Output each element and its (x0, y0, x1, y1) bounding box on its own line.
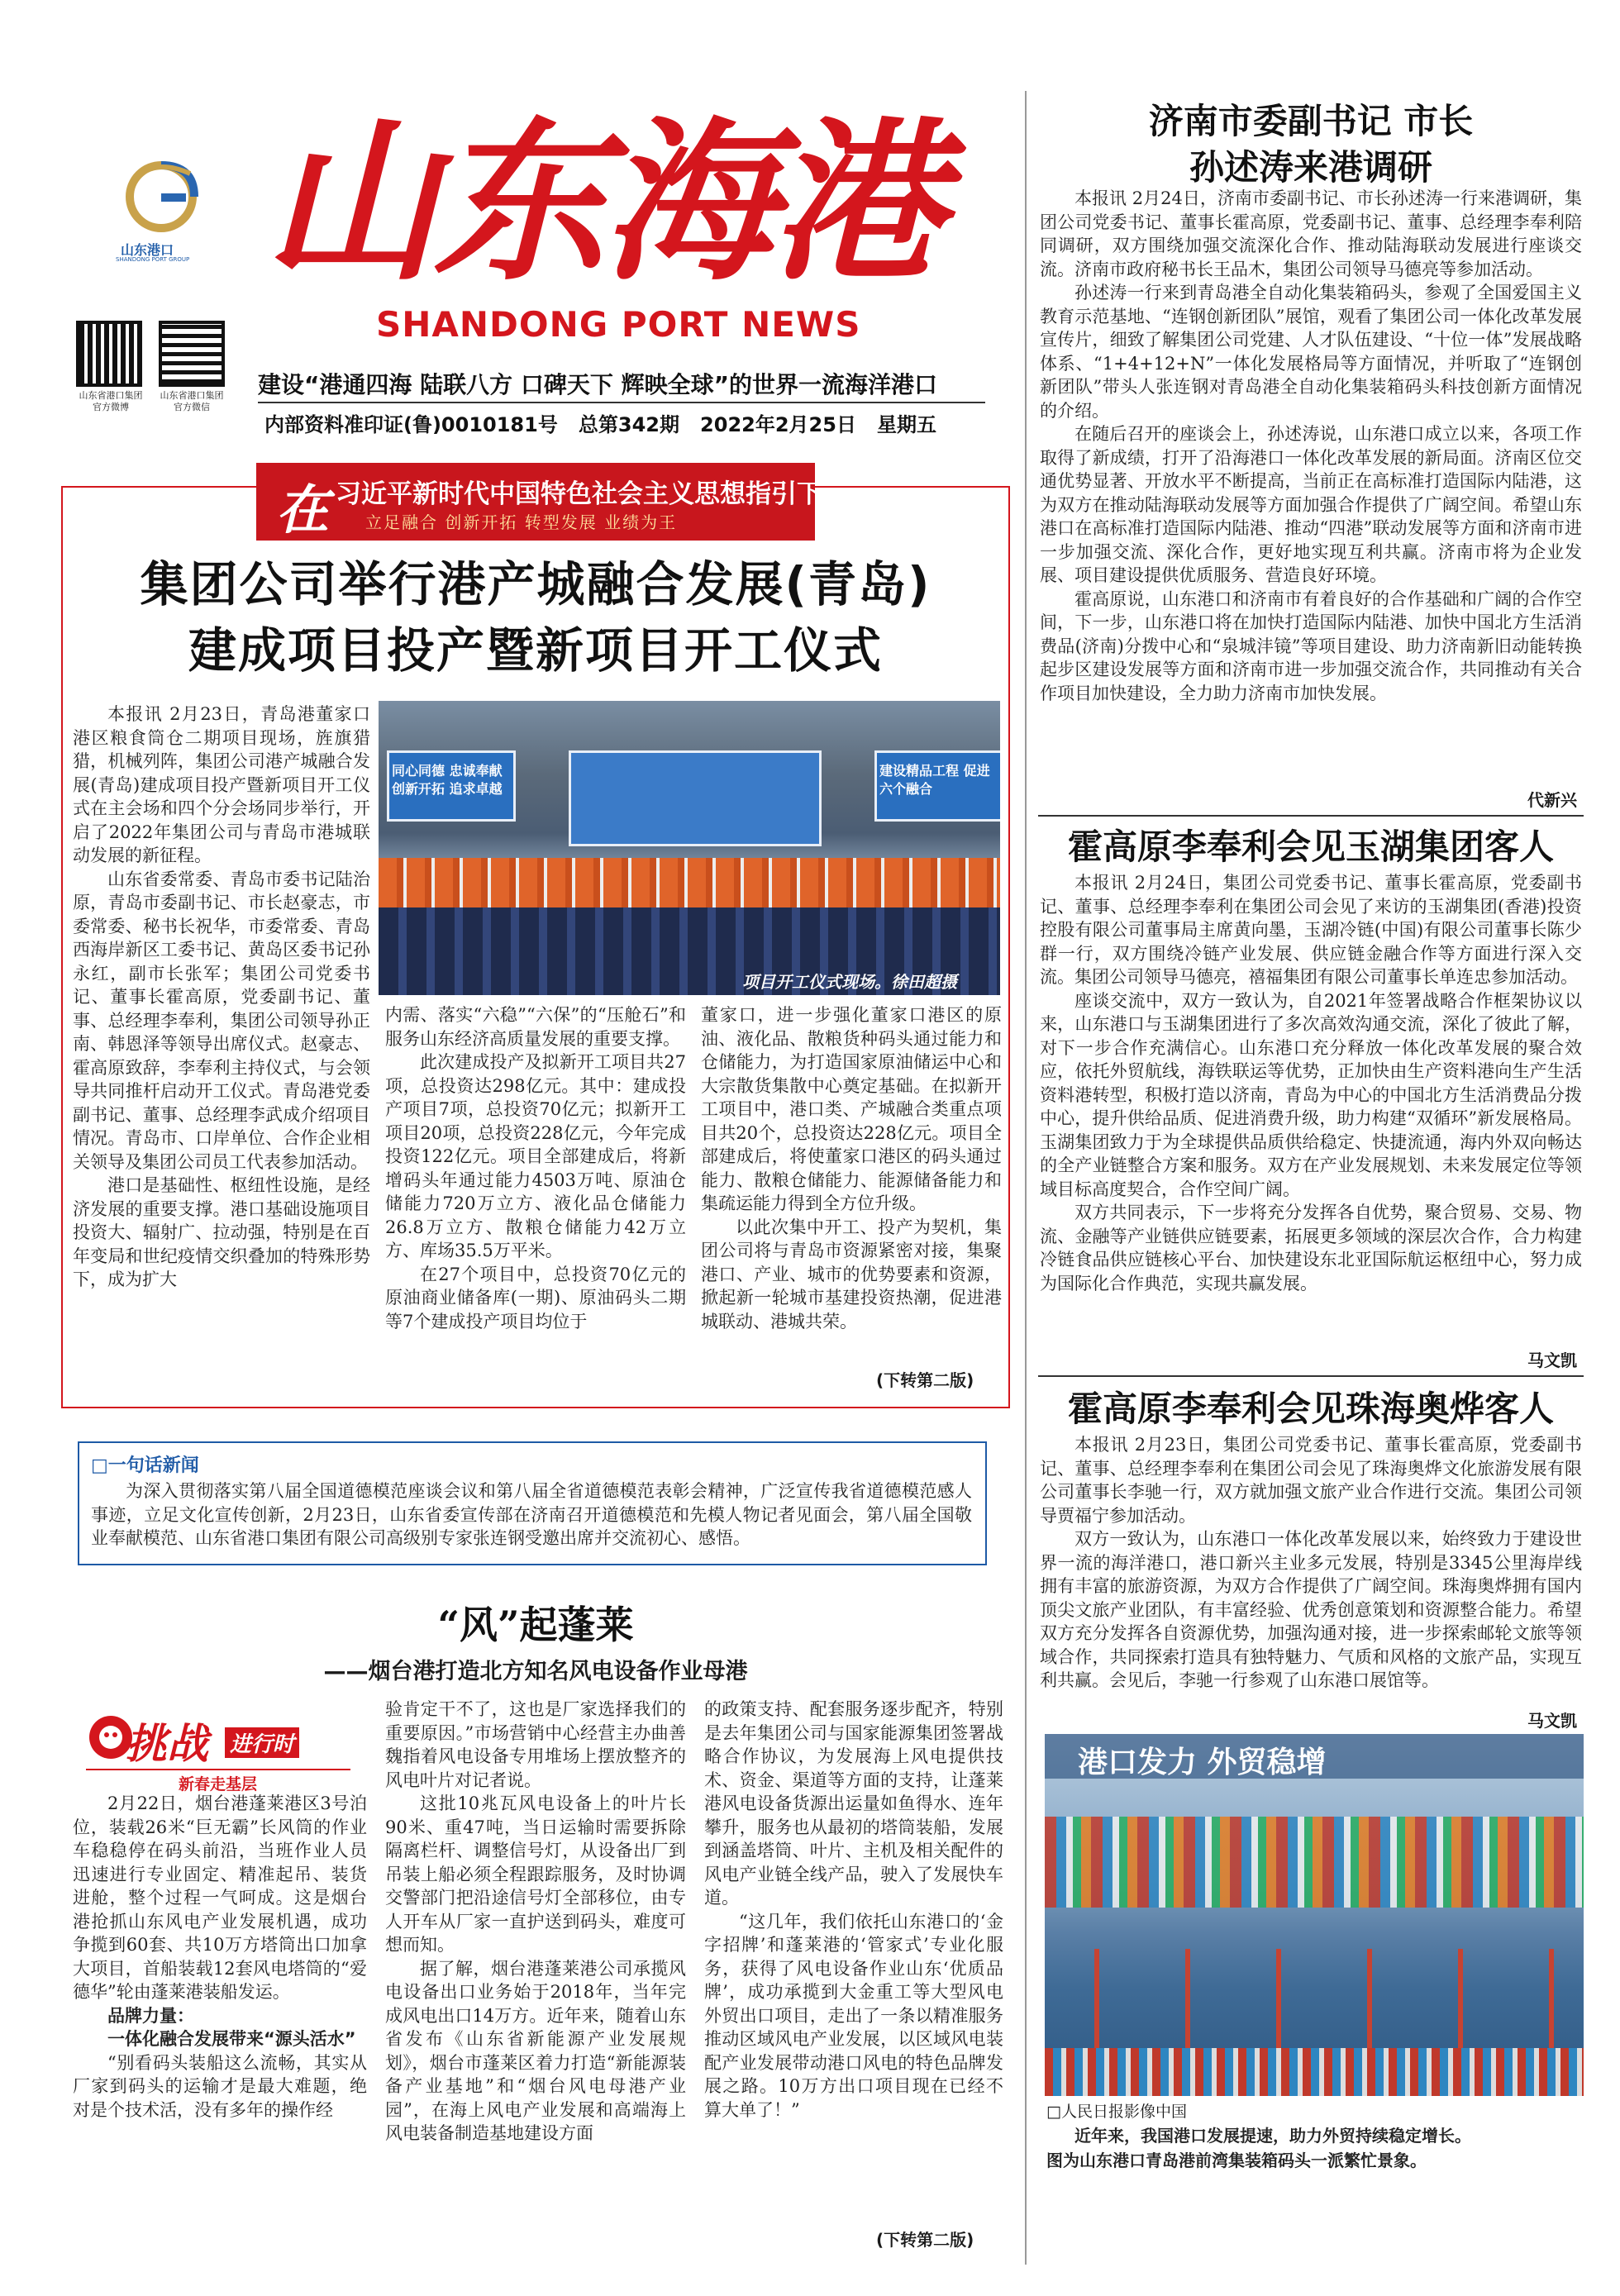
lead-photo-caption: 项目开工仪式现场。徐田超摄 (742, 972, 957, 992)
divider-right-1 (1038, 815, 1584, 817)
theme-banner (256, 463, 822, 541)
lead-c2-p2: 此次建成投产及拟新开工项目共27项，总投资达298亿元。其中：建成投产项目7项，总投资70亿元；拟新开工项目20项，总投资228亿元，今年完成投资122亿元。项目全部建成后，将新增码头年通过能力4503万吨、原油仓储能力720万立方、液化品仓储能力26.8万立方、散粮仓储能力42万立方、库场35.5万平米。 (385, 1052, 686, 1260)
issue-line: 内部资料准印证(鲁)0010181号 总第342期 2022年2月25日 星期五 (264, 413, 937, 436)
lead-column-2 (385, 1003, 686, 1333)
ceremony-screen-center (569, 750, 822, 846)
container-stacks (1045, 1817, 1584, 1908)
qr1-caption: 山东省港口集团官方微博 (79, 390, 143, 412)
screen-right-text: 建设精品工程 促进六个融合 (879, 763, 990, 797)
banner-char: 在 (276, 479, 329, 541)
brief-news-box (78, 1441, 987, 1565)
wind-c2-p2: 这批10兆瓦风电设备上的叶片长90米、重47吨，当日运输时需要拆除隔离栏杆、调整信号灯，从设备出厂到吊装上船必须全程跟踪服务，及时协调交警部门把沿途信号灯全部移位，由专人开车从厂家一直护送到码头，难度可想而知。 (385, 1793, 686, 1955)
lead-headline-2: 建成项目投产暨新项目开工仪式 (188, 622, 883, 679)
quay (1045, 2048, 1584, 2096)
badge-sub: 新春走基层 (172, 1772, 264, 1794)
shandong-port-logo (116, 149, 207, 264)
wind-headline: “风”起蓬莱 (437, 1603, 634, 1647)
badge-rule (86, 1769, 350, 1770)
lead-c1-p3: 港口是基础性、枢纽性设施，是经济发展的重要支撑。港口基础设施项目投资大、辐射广、拉动强，特别是在百年变局和世纪疫情交织叠加的特殊形势下，成为扩大 (73, 1175, 370, 1289)
lead-c1-p1: 本报讯 2月23日，青岛港董家口港区粮食筒仓二期项目现场，旌旗猎猎，机械列阵，集团公司港产城融合发展(青岛)建成项目投产暨新项目开工仪式在主会场和四个分会场同步举行，开启了2022年集团公司与青岛市港城联动发展的新征程。 (73, 704, 370, 865)
wind-c1-p1: 2月22日，烟台港蓬莱港区3号泊位，装载26米“巨无霸”长风筒的作业车稳稳停在码头前沿，当班作业人员迅速进行专业固定、精准起吊、装货进舱，整个过程一气呵成。这是烟台港抢抓山东风电产业发展机遇，成功争揽到60套、共10万方塔筒出口加拿大项目，首船装载12套风电塔筒的“爱德华”轮由蓬莱港装船发运。 (73, 1793, 367, 2002)
wind-c1-sub1: 品牌力量： (107, 2005, 194, 2026)
jinan-p3: 在随后召开的座谈会上，孙述涛说，山东港口成立以来，各项工作取得了新成绩，打开了沿海港口一体化改革发展的新局面。济南区位交通优势显著、开放水平不断提高，当前正在高标准打造国际内陆港，这为双方在推动陆海联动发展等方面加强合作提供了广阔空间。希望山东港口在高标准打造国际内陆港、推动“四港”联动发展等方面和济南市进一步加强交流、深化合作，更好地实现互利共赢。济南市将为企业发展、项目建设提供优质服务、营造良好环境。 (1040, 424, 1582, 585)
lead-column-1 (73, 703, 370, 1292)
jinan-p4: 霍高原说，山东港口和济南市有着良好的合作基础和广阔的合作空间，下一步，山东港口将在加快打造国际内陆港、加快中国北方生活消费品(济南)分拨中心和“泉城沣镜”等项目建设、助力济南新旧动能转换起步区建设发展等方面和济南市进一步加强交流合作，共同推动有关合作项目加快建设，全力助力济南市加快发展。 (1040, 588, 1582, 703)
lead-column-3 (701, 1003, 1002, 1333)
lead-c2-p1: 内需、落实“六稳”“六保”的“压舱石”和服务山东经济高质量发展的重要支撑。 (385, 1005, 686, 1049)
jinan-p2: 孙述涛一行来到青岛港全自动化集装箱码头，参观了全国爱国主义教育示范基地、“连钢创新团队”展馆，观看了集团公司一体化改革发展宣传片，细致了解集团公司党建、人才队伍建设、“十位一体”发展战略体系、“1+4+12+N”一体化发展格局等方面情况，并听取了“连钢创新团队”带头人张连钢对青岛港全自动化集装箱码头科技创新方面情况的介绍。 (1040, 283, 1582, 421)
jinan-headline-2: 孙述涛来港调研 (1189, 147, 1432, 188)
masthead-divider (258, 402, 985, 403)
jinan-p1: 本报讯 2月24日，济南市委副书记、市长孙述涛一行来港调研，集团公司党委书记、董事长霍高原，党委副书记、董事、总经理李奉利陪同调研，双方围绕加强交流深化合作、推动陆海联动发展进行座谈交流。济南市政府秘书长王品木，集团公司领导马德亮等参加活动。 (1040, 188, 1582, 279)
zhuhai-byline: 马文凯 (1527, 1711, 1577, 1731)
qr-code-wechat[interactable] (159, 321, 225, 387)
wind-c2-p1: 验肯定干不了，这也是厂家选择我们的重要原因。”市场营销中心经营主办曲善魏指着风电设备专用堆场上摆放整齐的风电叶片对记者说。 (385, 1699, 686, 1790)
crowd-orange (379, 858, 1000, 907)
lead-c3-p2: 以此次集中开工、投产为契机，集团公司将与青岛市资源紧密对接，集聚港口、产业、城市的优势要素和资源，掀起新一轮城市基建投资热潮，促进港城联动、港城共荣。 (701, 1217, 1002, 1331)
jinan-byline: 代新兴 (1527, 790, 1577, 810)
slogan: 建设“港通四海 陆联八方 口碑天下 辉映全球”的世界一流海洋港口 (258, 371, 938, 398)
wind-column-2 (385, 1698, 686, 2146)
wind-c1-tail: “别看码头装船这么流畅，其实从厂家到码头的运输才是最大难题，绝对是个技术活，没有多年的操作经 (73, 2052, 367, 2120)
yuhu-body (1040, 871, 1582, 1295)
masthead (0, 0, 1025, 488)
photo-caption-1: 近年来，我国港口发展提速，助力外贸持续稳定增长。 (1074, 2126, 1471, 2146)
divider-right-2 (1038, 1375, 1584, 1377)
port-photo (1045, 1734, 1584, 2096)
lead-photo-ceremony (379, 701, 1000, 995)
screen-left-text: 同心同德 忠诚奉献 创新开拓 追求卓越 (392, 763, 503, 797)
zhuhai-headline: 霍高原李奉利会见珠海奥烨客人 (1067, 1389, 1554, 1429)
jinan-body (1040, 187, 1582, 705)
logo-caption-en: SHANDONG PORT GROUP (116, 256, 190, 263)
lead-c2-p3: 在27个项目中，总投资70亿元的原油商业储备库(一期)、原油码头二期等7个建成投产项目均位于 (385, 1264, 686, 1331)
newspaper-title-en: SHANDONG PORT NEWS (376, 304, 861, 345)
yuhu-p1: 本报讯 2月24日，集团公司党委书记、董事长霍高原，党委副书记、董事、总经理李奉利在集团公司会见了来访的玉湖集团(香港)投资控股有限公司董事局主席黄向墨，玉湖冷链(中国)有限公司董事长陈少群一行，双方围绕冷链产业发展、供应链金融合作等方面进行深入交流。集团公司领导马德亮，禧福集团有限公司董事长单连忠参加活动。 (1040, 873, 1582, 987)
newspaper-title: 山东海港 (264, 100, 940, 304)
wind-turn-note[interactable]: (下转第二版) (876, 2230, 974, 2250)
logo-caption: 山东港口 (121, 242, 174, 258)
right-column-divider (1025, 91, 1027, 2265)
wind-c2-p3: 据了解，烟台港蓬莱港公司承揽风电设备出口业务始于2018年，当年完成风电出口14万方。近年来，随着山东省发布《山东省新能源产业发展规划》，烟台市蓬莱区着力打造“新能源装备产业基地”和“烟台风电母港产业园”，在海上风电产业发展和高端海上风电装备制造基地建设方面 (385, 1958, 686, 2143)
yuhu-p3: 双方共同表示，下一步将充分发挥各自优势，聚合贸易、交易、物流、金融等产业链供应链要素，拓展更多领域的深层次合作，合力构建冷链食品供应链核心平台、加快建设东北亚国际航运枢纽中心，努力成为国际化合作典范，实现共赢发展。 (1040, 1203, 1582, 1293)
banner-title: 习近平新时代中国特色社会主义思想指引下 (336, 479, 822, 509)
qr-code-weibo[interactable] (76, 321, 142, 387)
wind-c1-sub2: 一体化融合发展带来“源头活水” (107, 2029, 356, 2049)
yuhu-headline: 霍高原李奉利会见玉湖集团客人 (1067, 826, 1554, 867)
badge-side: 进行时 (225, 1727, 299, 1758)
yuhu-p2: 座谈交流中，双方一致认为，自2021年签署战略合作框架协议以来，山东港口与玉湖集团进行了多次高效沟通交流，深化了彼此了解，对下一步合作充满信心。山东港口充分释放一体化改革发展的聚合效应，依托外贸航线，海铁联运等优势，正加快由生产资料港向生产生活资料港转型，积极打造以济南，青岛为中心的中国北方生活消费品分拨中心，提升供给品质、促进消费升级，助力构建“双循环”新发展格局。玉湖集团致力于为全球提供品质供给稳定、快捷流通，海内外双向畅达的全产业链整合方案和服务。双方在产业发展规划、未来发展定位等领域目标高度契合，合作空间广阔。 (1040, 990, 1582, 1199)
zhuhai-p2: 双方一致认为，山东港口一体化改革发展以来，始终致力于建设世界一流的海洋港口，港口新兴主业多元发展，特别是3345公里海岸线拥有丰富的旅游资源，为双方合作提供了广阔空间。珠海奥烨拥有国内顶尖文旅产业团队，有丰富经验、优秀创意策划和资源整合能力。希望双方充分发挥各自资源优势，加强沟通对接，进一步探索邮轮文旅等领域合作，共同探索打造具有独特魅力、气质和风格的文旅产品，实现互利共赢。会见后，李驰一行参观了山东港口展馆等。 (1040, 1529, 1582, 1690)
brief-news-label: □一句话新闻 (86, 1451, 204, 1477)
brief-news-text: 为深入贯彻落实第八届全国道德模范座谈会议和第八届全省道德模范表彰会精神，广泛宣传我省道德模范感人事迹，立足文化宣传创新，2月23日，山东省委宣传部在济南召开道德模范和先模人物记者见面会，第八届全国敬业奉献模范、山东省港口集团有限公司高级别专家张连钢受邀出席并交流初心、感悟。 (91, 1481, 972, 1548)
photo-caption-2: 图为山东港口青岛港前湾集装箱码头一派繁忙景象。 (1046, 2151, 1427, 2170)
wind-c3-p2: “这几年，我们依托山东港口的‘金字招牌’和蓬莱港的‘管家式’专业化服务，获得了风电设备作业山东‘优质品牌’，成功承揽到大金重工等大型风电外贸出口项目，走出了一条以精准服务推动区域风电产业发展，以区域风电装配产业发展带动港口风电的特色品牌发展之路。10万方出口项目现在已经不算大单了！” (704, 1911, 1003, 2120)
challenge-badge (86, 1712, 367, 1793)
wind-c3-p1: 的政策支持、配套服务逐步配齐，特别是去年集团公司与国家能源集团签署战略合作协议，为发展海上风电提供技术、资金、渠道等方面的支持，让蓬莱港风电设备货源出运量如鱼得水、连年攀升，服务也从最初的塔筒装船，发展到涵盖塔筒、叶片、主机及相关配件的风电产业链全线产品，驶入了发展快车道。 (704, 1699, 1003, 1908)
lead-c3-p1: 董家口，进一步强化董家口港区的原油、液化品、散粮货种码头通过能力和仓储能力，为打造国家原油储运中心和大宗散货集散中心奠定基础。在拟新开工项目中，港口类、产城融合类重点项目共20个，总投资达228亿元。项目全部建成后，将使董家口港区的码头通过能力、散粮仓储能力、能源储备能力和集疏运能力得到全方位升级。 (701, 1005, 1002, 1213)
yuhu-byline: 马文凯 (1527, 1350, 1577, 1370)
wind-column-3 (704, 1698, 1003, 2122)
badge-main: 挑战 (126, 1719, 208, 1768)
photo-title: 港口发力 外贸稳增 (1078, 1746, 1327, 1779)
wind-column-1 (73, 1792, 367, 2122)
lead-c1-p2: 山东省委常委、青岛市委书记陆治原，青岛市委副书记、市长赵豪志，市委常委、秘书长祝华，市委常委、青岛西海岸新区工委书记、黄岛区委书记孙永红，副市长张军；集团公司党委书记、董事长霍高原，党委副书记、董事、总经理李奉利，集团公司领导孙正南、韩恩泽等领导出席仪式。赵豪志、霍高原致辞，李奉利主持仪式，与会领导共同推杆启动开工仪式。青岛港党委副书记、董事、总经理李武成介绍项目情况。青岛市、口岸单位、合作企业相关领导及集团公司员工代表参加活动。 (73, 869, 370, 1172)
zhuhai-body (1040, 1433, 1582, 1693)
lead-headline-1: 集团公司举行港产城融合发展(青岛) (140, 556, 932, 612)
wind-subheadline: ——烟台港打造北方知名风电设备作业母港 (323, 1659, 748, 1684)
qr2-caption: 山东省港口集团官方微信 (160, 390, 224, 412)
zhuhai-p1: 本报讯 2月23日，集团公司党委书记、董事长霍高原，党委副书记、董事、总经理李奉利在集团公司会见了珠海奥烨文化旅游发展有限公司董事长李驰一行，双方就加强文旅产业合作进行交流。集团公司领导贾福宁参加活动。 (1040, 1435, 1582, 1526)
logo-mark-icon (116, 149, 207, 240)
lead-turn-note[interactable]: (下转第二版) (876, 1370, 974, 1390)
jinan-headline-1: 济南市委副书记 市长 (1148, 101, 1474, 141)
photo-credit: □人民日报影像中国 (1046, 2103, 1187, 2121)
banner-subtitle: 立足融合 创新开拓 转型发展 业绩为王 (365, 512, 678, 532)
